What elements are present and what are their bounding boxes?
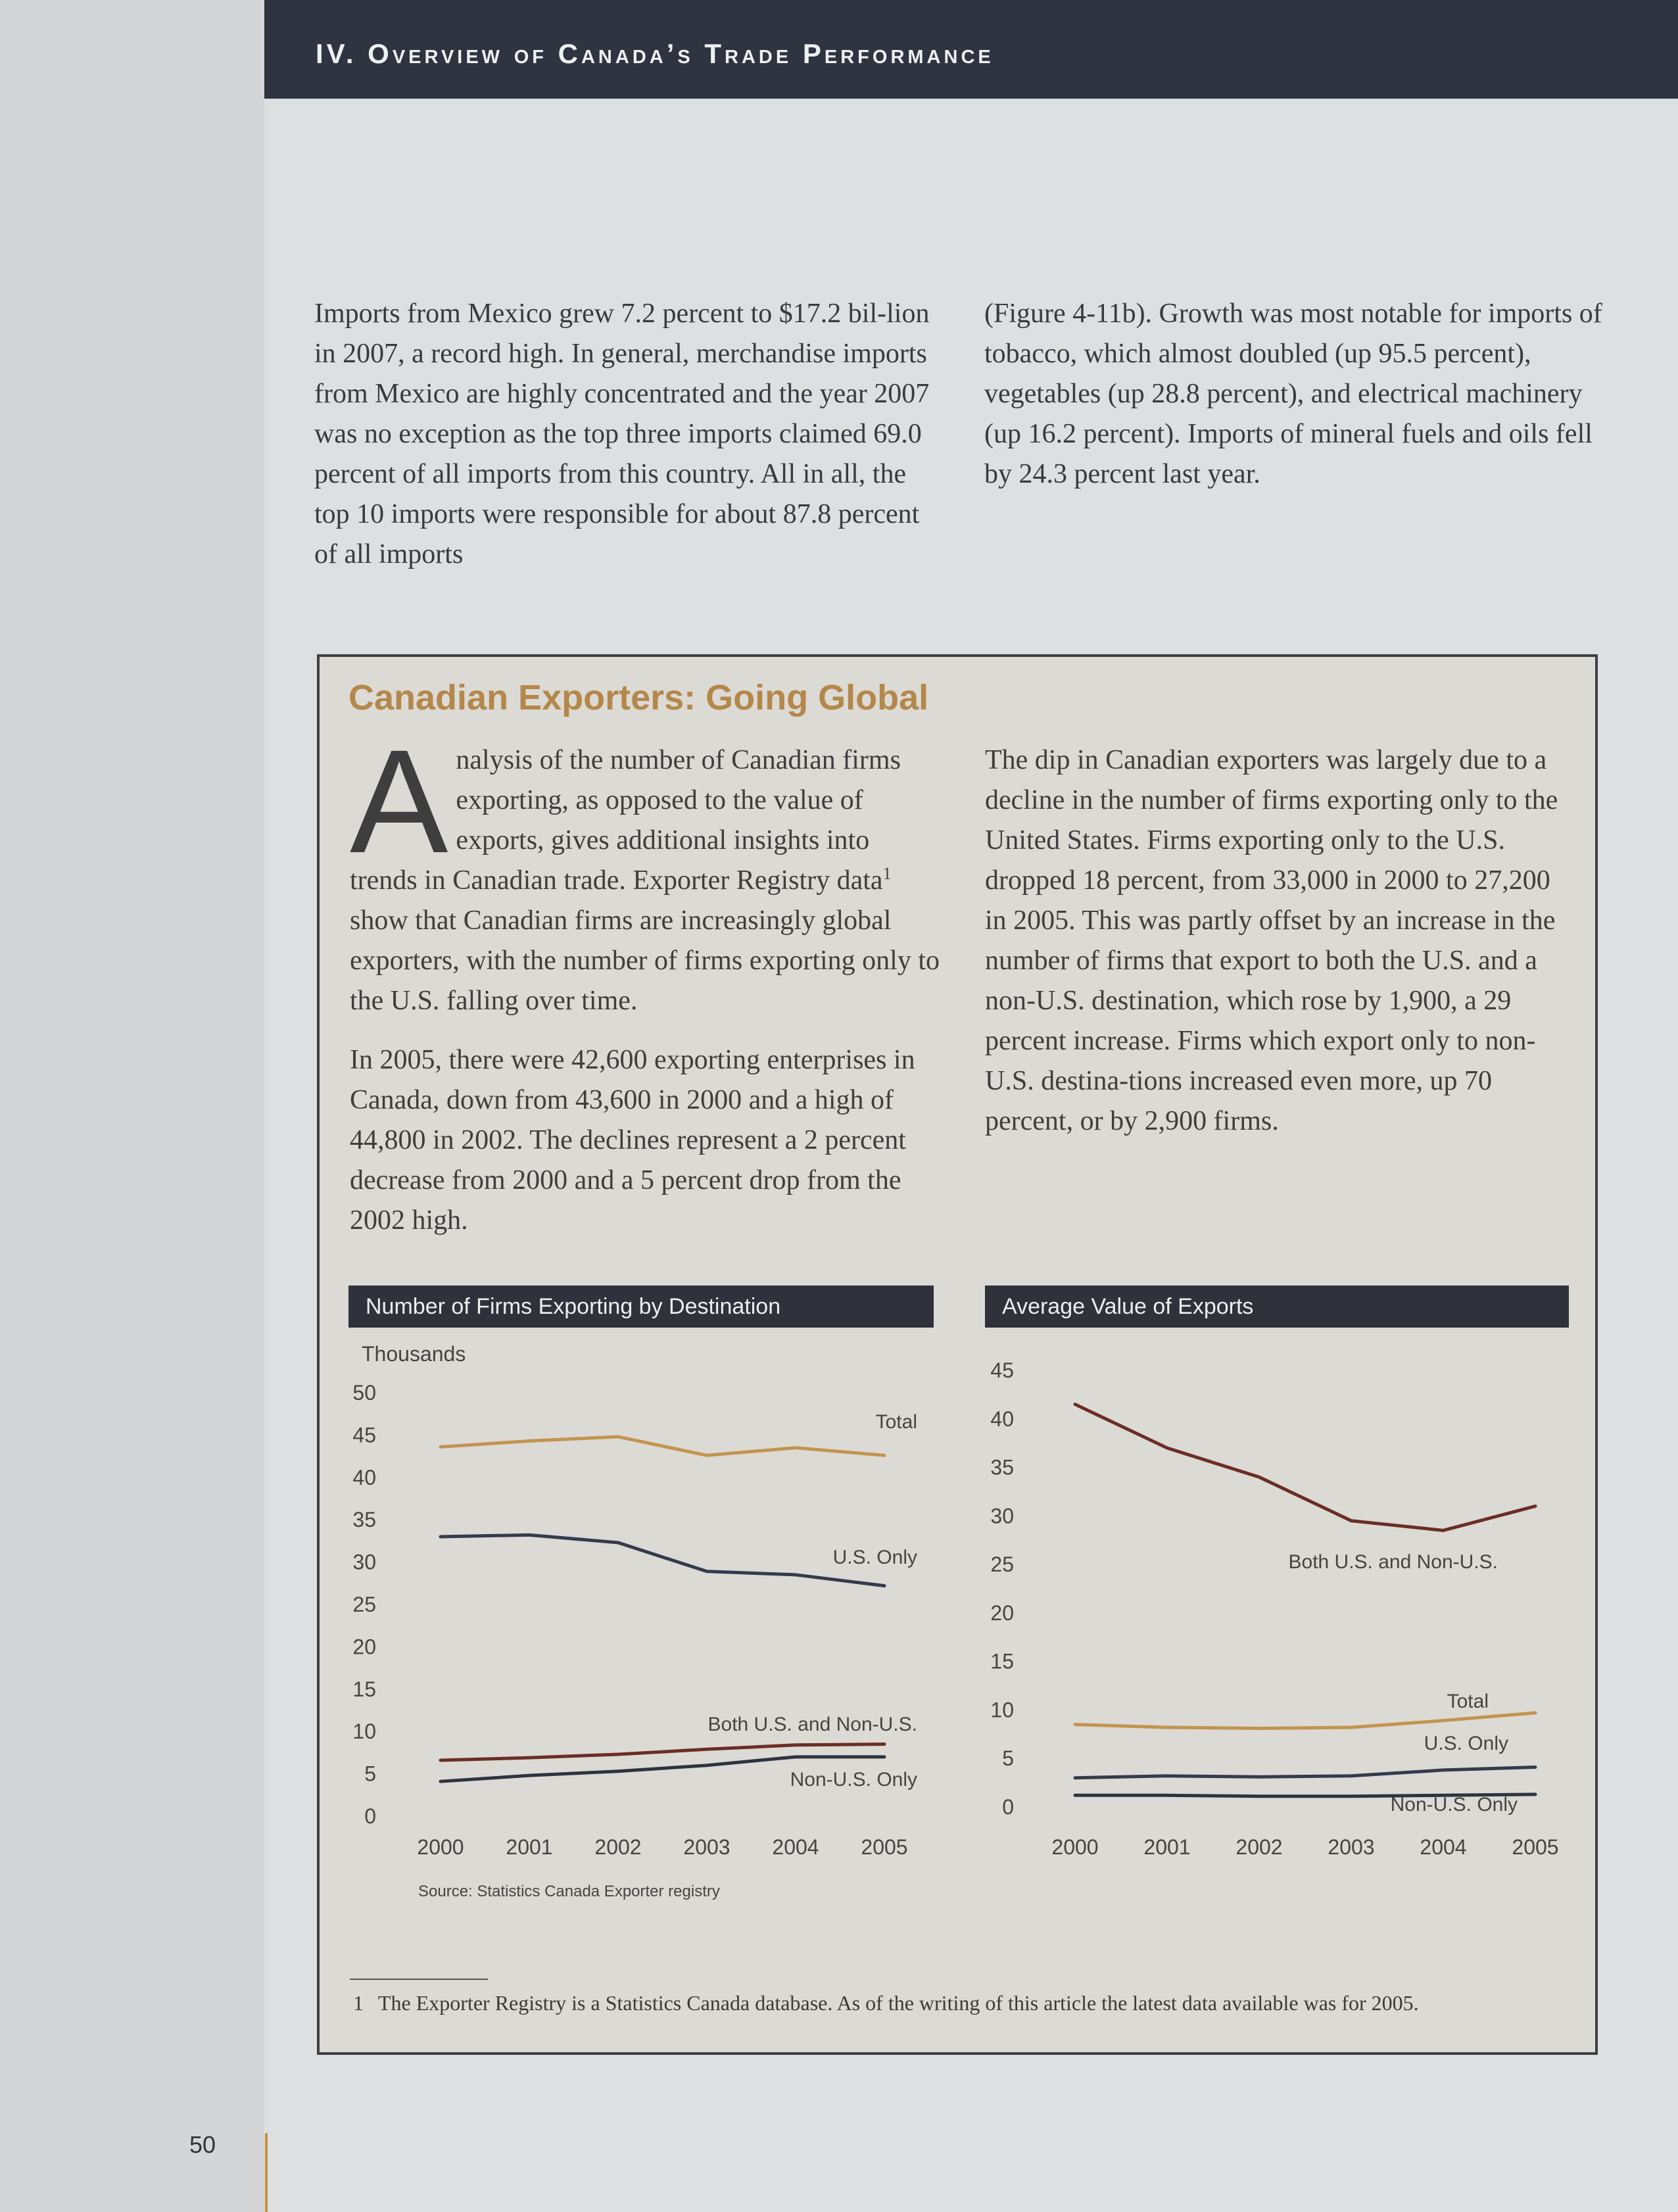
y-tick-label: 50 [352,1381,376,1405]
paragraph-1-text: nalysis of the number of Canadian firms exporting, as opposed to the value of exports, gives additional insights into trends in Canadian trade. Exporter Registry data [350,745,901,896]
x-tick-label: 2003 [1328,1835,1375,1859]
x-tick-label: 2001 [506,1835,553,1859]
x-tick-label: 2000 [417,1835,464,1859]
footnote [353,1991,1419,2015]
y-tick-label: 40 [990,1407,1014,1431]
y-tick-label: 15 [990,1649,1014,1673]
sidebar-title: Canadian Exporters: Going Global [348,678,929,717]
chart-title-average-value: Average Value of Exports [985,1286,1569,1328]
paragraph-1-end: show that Canadian firms are increasingly global exporters, with the number of firms exporting only to the U.S. falling over time. [350,905,940,1016]
series-label-total: Total [875,1411,917,1433]
x-tick-label: 2002 [594,1835,642,1859]
y-tick-label: 0 [1002,1795,1014,1819]
sidebar-paragraph-3: The dip in Canadian exporters was largely due to a decline in the number of firms exporting only to the United States. Firms exporting only to the U.S. dropped 18 percent, from 33,000 in 2000 to 27,200 in 2005. This was partly offset by an increase in the number of firms that export to both the U.S. and a non-U.S. destination, which rose by 1,900, a 29 percent increase. Firms which export only to non-U.S. destina-tions increased even more, up 70 percent, or by 2,900 firms. [985,745,1558,1136]
y-tick-label: 40 [352,1465,376,1489]
x-tick-label: 2003 [683,1835,731,1859]
x-tick-label: 2005 [861,1835,908,1859]
y-tick-label: 10 [352,1719,376,1744]
chart-source-note: Source: Statistics Canada Exporter registry [418,1883,720,1900]
section-title: IV. Overview of Canada’s Trade Performance [316,38,994,69]
y-tick-label: 35 [352,1508,376,1532]
y-axis-label: Thousands [362,1342,466,1366]
y-tick-label: 25 [352,1593,376,1616]
page-number-rule [265,2133,268,2212]
x-tick-label: 2001 [1143,1835,1191,1859]
x-tick-label: 2002 [1235,1835,1283,1859]
footnote-text: The Exporter Registry is a Statistics Canada database. As of the writing of this article the latest data available was for 2005. [378,1991,1419,2015]
sidebar-paragraph-2: In 2005, there were 42,600 exporting enterprises in Canada, down from 43,600 in 2000 and a high of 44,800 in 2002. The declines represent a 2 percent decrease from 2000 and a 5 percent drop from the 2002 high. [350,1045,915,1236]
y-tick-label: 45 [352,1423,376,1447]
series-label-both-u-s-and-non-u-s: Both U.S. and Non-U.S. [1288,1551,1498,1573]
series-label-u-s-only: U.S. Only [832,1547,917,1568]
series-line-total [441,1437,884,1455]
series-label-non-u-s-only: Non-U.S. Only [1390,1794,1518,1815]
y-tick-label: 20 [990,1600,1014,1625]
x-tick-label: 2005 [1512,1835,1559,1859]
series-line-total [1075,1713,1535,1729]
chart-average-value-exports [980,1335,1571,1881]
y-tick-label: 35 [990,1455,1014,1479]
y-tick-label: 30 [352,1550,376,1574]
series-label-both-u-s-and-non-u-s: Both U.S. and Non-U.S. [707,1714,917,1735]
y-tick-label: 0 [364,1804,376,1828]
intro-paragraph-left: Imports from Mexico grew 7.2 percent to $17.2 bil-lion in 2007, a record high. In general, merchandise imports from Mexico are highly concentrated and the year 2007 was no exception as the top three imports claimed 69.0 percent of all imports from this country. All in all, the top 10 imports were responsible for about 87.8 percent of all imports [314,299,930,569]
y-tick-label: 5 [364,1762,376,1786]
intro-paragraph-right: (Figure 4-11b). Growth was most notable for imports of tobacco, which almost doubled (up 95.5 percent), vegetables (up 28.8 percent), and electrical machinery (up 16.2 percent). Imports of mineral fuels and oils fell by 24.3 percent last year. [984,299,1602,489]
series-line-u-s-only [441,1535,884,1585]
series-label-non-u-s-only: Non-U.S. Only [790,1769,917,1791]
y-tick-label: 25 [990,1552,1014,1577]
series-line-u-s-only [1075,1767,1535,1778]
page-number: 50 [189,2131,216,2158]
y-tick-label: 20 [352,1635,376,1659]
footnote-rule [350,1979,488,1980]
y-tick-label: 5 [1002,1746,1014,1771]
chart-firms-exporting [342,1335,934,1881]
x-tick-label: 2000 [1051,1835,1099,1859]
y-tick-label: 30 [990,1504,1014,1528]
y-tick-label: 10 [990,1698,1014,1722]
series-label-u-s-only: U.S. Only [1424,1733,1508,1754]
x-tick-label: 2004 [1420,1835,1467,1859]
y-tick-label: 45 [990,1358,1014,1382]
chart-title-firms: Number of Firms Exporting by Destination [348,1286,934,1328]
y-tick-label: 15 [352,1677,376,1701]
sidebar-paragraph-1 [350,719,942,1021]
series-line-both-u-s-and-non-u-s [1075,1405,1535,1531]
series-label-total: Total [1447,1691,1489,1712]
footnote-reference: 1 [882,864,892,883]
footnote-number: 1 [353,1991,364,2015]
x-tick-label: 2004 [772,1835,819,1859]
page-margin [0,0,264,2212]
drop-cap: A [350,719,448,884]
